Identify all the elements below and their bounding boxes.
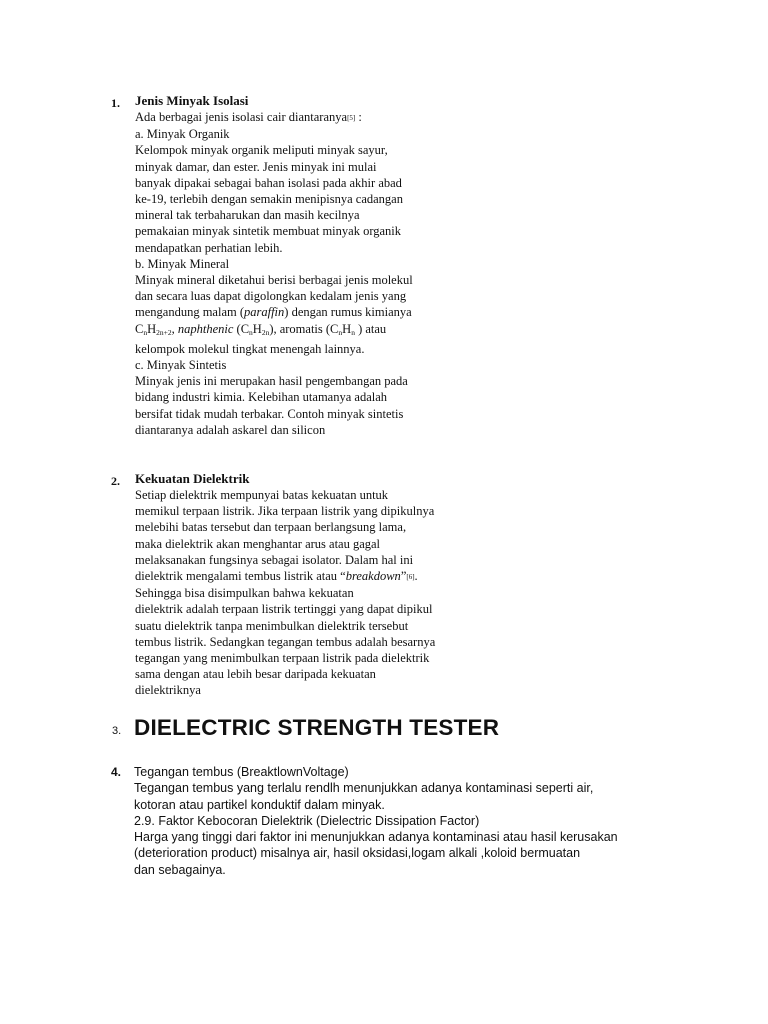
para-line: dielektrik adalah terpaan listrik tertinggi yang dapat dipikul — [135, 602, 433, 617]
para-line: melebihi batas tersebut dan terpaan berlangsung lama, — [135, 520, 407, 535]
intro-end: : — [355, 110, 362, 124]
para-line: diantaranya adalah askarel dan silicon — [135, 422, 326, 437]
para-line: dan sebagainya. — [134, 862, 226, 877]
para-line — [135, 568, 435, 585]
para-line: banyak dipakai sebagai bahan isolasi pada akhir abad — [135, 175, 402, 190]
section-2-number: 2. — [111, 474, 120, 488]
para-line: kotoran atau partikel konduktif dalam minyak. — [134, 797, 385, 812]
formula-part: , — [171, 321, 178, 336]
para-line: mineral tak terbaharukan dan masih kecilnya — [135, 208, 360, 223]
section-4 — [134, 764, 618, 878]
para-line: sama dengan atau lebih besar daripada kekuatan — [135, 667, 376, 682]
section-1-number: 1. — [111, 96, 120, 110]
italic-term: paraffin — [244, 305, 285, 320]
para-line: bidang industri kimia. Kelebihan utamanya adalah — [135, 390, 388, 405]
para-line: maka dielektrik akan menghantar arus atau gagal — [135, 536, 381, 551]
para-line: suatu dielektrik tanpa menimbulkan dielektrik tersebut — [135, 618, 409, 633]
para-line: Minyak jenis ini merupakan hasil pengembangan pada — [135, 374, 408, 389]
para-line: mendapatkan perhatian lebih. — [135, 240, 283, 255]
para-line: Kelompok minyak organik meliputi minyak sayur, — [135, 143, 388, 158]
para-line: minyak damar, dan ester. Jenis minyak ini mulai — [135, 159, 377, 174]
para-line: tembus listrik. Sedangkan tegangan tembus adalah besarnya — [135, 634, 436, 649]
text-run: mengandung malam ( — [135, 305, 244, 320]
citation-ref: [6] — [406, 573, 415, 582]
para-line: ke-19, terlebih dengan semakin menipisnya cadangan — [135, 192, 403, 207]
subsection-c-label: c. Minyak Sintetis — [135, 358, 227, 373]
formula-line — [135, 321, 413, 341]
para-line: memikul terpaan listrik. Jika terpaan listrik yang dipikulnya — [135, 504, 435, 519]
text-run: . — [414, 569, 418, 584]
para-line: dan secara luas dapat digolongkan kedalam jenis yang — [135, 289, 407, 304]
formula-sub: n — [143, 327, 148, 337]
para-line — [135, 304, 413, 320]
formula-part: ) atau — [354, 321, 387, 336]
text-run: ) dengan rumus kimianya — [284, 305, 412, 320]
citation-ref: [5] — [347, 114, 356, 122]
section-1 — [135, 93, 413, 438]
section-3-title: DIELECTRIC STRENGTH TESTER — [134, 715, 500, 740]
para-line: melaksanakan fungsinya sebagai isolator. Dalam hal ini — [135, 552, 414, 567]
section-3-number: 3. — [112, 725, 122, 737]
formula-sub: n — [249, 327, 253, 337]
para-line: tegangan yang menimbulkan terpaan listrik pada dielektrik — [135, 651, 430, 666]
section-4-number: 4. — [111, 765, 122, 779]
formula-sub: n — [338, 327, 343, 337]
italic-term: breakdown — [345, 569, 401, 584]
section-1-title: Jenis Minyak Isolasi — [135, 93, 249, 108]
para-line: Setiap dielektrik mempunyai batas kekuatan untuk — [135, 488, 389, 502]
subsection-b-label: b. Minyak Mineral — [135, 256, 230, 271]
para-line: Tegangan tembus (BreaktlownVoltage) — [134, 765, 349, 779]
para-line: (deterioration product) misalnya air, hasil oksidasi,logam alkali ,koloid bermuatan — [134, 846, 581, 861]
para-line: pemakaian minyak sintetik membuat minyak organik — [135, 224, 402, 239]
section-2 — [135, 471, 435, 699]
text-run: ” — [400, 569, 407, 584]
para-line: bersifat tidak mudah terbakar. Contoh minyak sintetis — [135, 406, 404, 421]
formula-part: ), aromatis (C — [269, 321, 339, 336]
section-2-title: Kekuatan Dielektrik — [135, 471, 250, 486]
formula-part: H — [252, 321, 262, 336]
subsection-a-label: a. Minyak Organik — [135, 127, 230, 142]
para-line: 2.9. Faktor Kebocoran Dielektrik (Dielectric Dissipation Factor) — [134, 813, 480, 828]
intro-text: Ada berbagai jenis isolasi cair diantaranya — [135, 110, 348, 124]
para-line: kelompok molekul tingkat menengah lainnya. — [135, 341, 365, 356]
para-line: dielektriknya — [135, 683, 201, 698]
formula-part: H — [147, 321, 157, 336]
formula-part: H — [342, 321, 352, 336]
para-line: Harga yang tinggi dari faktor ini menunjukkan adanya kontaminasi atau hasil kerusakan — [134, 830, 618, 845]
formula-sub: 2n+2 — [156, 327, 172, 337]
italic-term: naphthenic — [177, 321, 234, 336]
text-run: dielektrik mengalami tembus listrik atau “ — [135, 569, 346, 584]
formula-sub: 2n — [261, 327, 270, 337]
formula-part: (C — [233, 321, 250, 336]
formula-part: C — [135, 321, 144, 336]
formula-sub: n — [351, 327, 355, 337]
para-line: Sehingga bisa disimpulkan bahwa kekuatan — [135, 586, 354, 601]
section-1-intro — [135, 109, 413, 126]
para-line: Tegangan tembus yang terlalu rendlh menunjukkan adanya kontaminasi seperti air, — [134, 781, 594, 796]
para-line: Minyak mineral diketahui berisi berbagai jenis molekul — [135, 273, 413, 288]
